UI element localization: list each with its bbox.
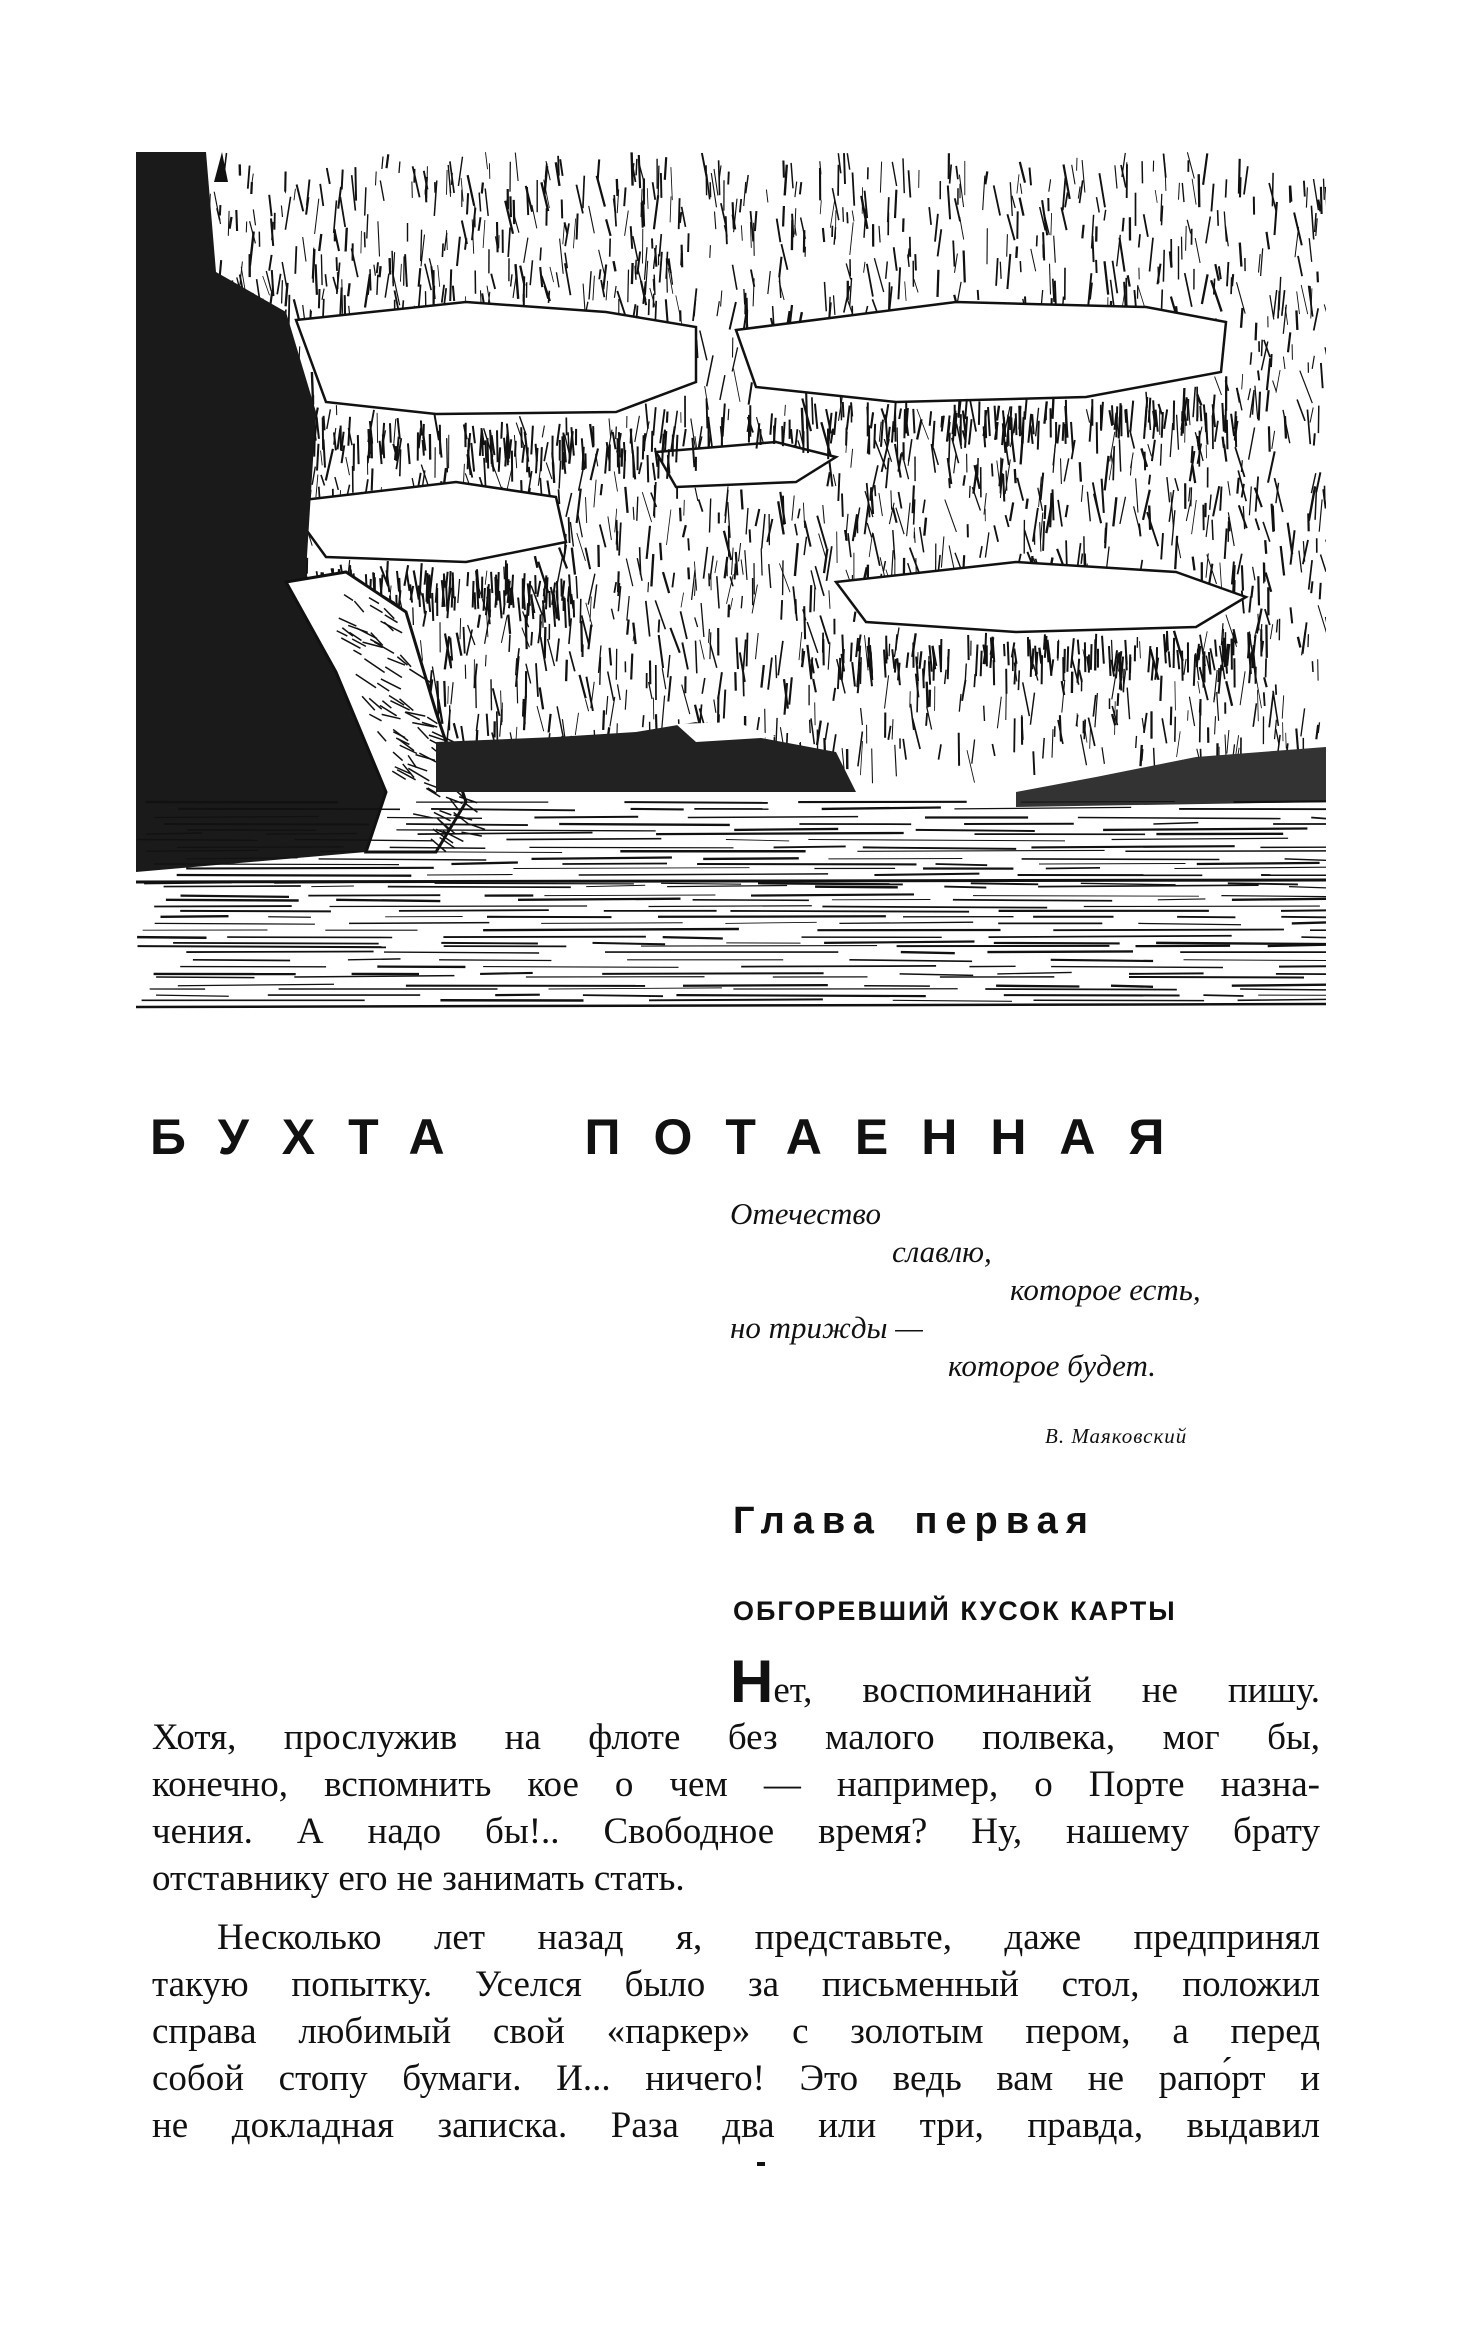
book-title: БУХТА ПОТАЕННАЯ bbox=[150, 1109, 1198, 1165]
epigraph-line: которое есть, bbox=[1010, 1272, 1201, 1307]
text-line: чения. А надо бы!.. Свободное время? Ну, нашему брату bbox=[152, 1811, 1320, 1852]
text-line-content: ет, воспоминаний не пишу. bbox=[773, 1670, 1320, 1711]
paragraph bbox=[152, 1648, 1320, 1902]
text-line: справа любимый свой «паркер» с золотым пером, а перед bbox=[152, 2011, 1320, 2052]
far-hills bbox=[436, 722, 1326, 807]
epigraph-line: которое будет. bbox=[948, 1348, 1156, 1383]
text-line: такую попытку. Уселся было за письменный стол, положил bbox=[152, 1964, 1320, 2005]
text-line bbox=[152, 1648, 1320, 1715]
drop-cap: Н bbox=[730, 1648, 774, 1715]
paragraph bbox=[152, 1914, 1320, 2149]
text-line: отставнику его не занимать стать. bbox=[152, 1858, 685, 1899]
text-line: не докладная записка. Раза два или три, правда, выдавил bbox=[152, 2105, 1320, 2146]
text-line: конечно, вспомнить кое о чем — например, о Порте назна- bbox=[152, 1764, 1320, 1805]
text-line: Несколько лет назад я, представьте, даже предпринял bbox=[217, 1917, 1320, 1958]
epigraph-author: В. Маяковский bbox=[1045, 1424, 1188, 1448]
text-line: собой стопу бумаги. И... ничего! Это ведь вам не рапо́рт и bbox=[152, 2058, 1320, 2099]
cloud-masses bbox=[278, 302, 1256, 693]
stormy-bay-engraving bbox=[136, 152, 1326, 1014]
body-text bbox=[152, 1648, 1320, 2149]
epigraph-line: славлю, bbox=[892, 1234, 992, 1269]
text-line: Хотя, прослужив на флоте без малого полвека, мог бы, bbox=[152, 1717, 1320, 1758]
chapter-number: Глава первая bbox=[733, 1500, 1096, 1542]
page-mark bbox=[757, 2162, 765, 2166]
chapter-title: ОБГОРЕВШИЙ КУСОК КАРТЫ bbox=[733, 1596, 1177, 1626]
engraving-drawing bbox=[136, 152, 1326, 1014]
epigraph-line: но трижды — bbox=[730, 1310, 923, 1345]
epigraph-line: Отечество bbox=[730, 1196, 881, 1231]
